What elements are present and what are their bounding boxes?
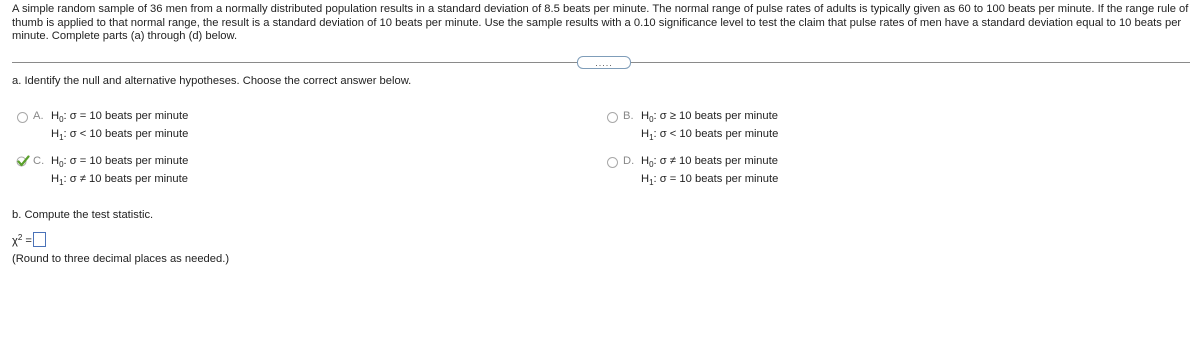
- choice-c-alt-hypothesis: $H_1$: σ ≠ 10 beats per minute: [51, 173, 188, 187]
- choice-a-letter: A.: [33, 110, 44, 122]
- test-statistic-input[interactable]: [33, 232, 46, 247]
- choice-c-null-hypothesis: $H_0$: σ = 10 beats per minute: [51, 155, 189, 169]
- choice-b-letter: B.: [623, 110, 634, 122]
- checkmark-icon: [16, 154, 30, 168]
- equals-sign: =: [22, 235, 32, 247]
- part-a-prompt: a. Identify the null and alternative hypotheses. Choose the correct answer below.: [12, 75, 412, 87]
- expand-more-button[interactable]: .....: [577, 56, 631, 69]
- choice-b-radio[interactable]: [607, 112, 618, 123]
- choice-d-letter: D.: [623, 155, 635, 167]
- choice-d-alt-hypothesis: $H_1$: σ = 10 beats per minute: [641, 173, 779, 187]
- choice-a-radio[interactable]: [17, 112, 28, 123]
- choice-b-alt-hypothesis: $H_1$: σ < 10 beats per minute: [641, 128, 779, 142]
- test-statistic-row: $\chi^2$ =: [12, 232, 46, 247]
- chi-square-symbol: χ: [12, 235, 18, 247]
- choice-c-letter: C.: [33, 155, 45, 167]
- rounding-hint: (Round to three decimal places as needed.): [12, 253, 230, 265]
- choice-a-alt-hypothesis: $H_1$: σ < 10 beats per minute: [51, 128, 189, 142]
- choice-a-null-hypothesis: $H_0$: σ = 10 beats per minute: [51, 110, 189, 124]
- problem-statement: A simple random sample of 36 men from a normally distributed population results in a standard deviation of 8.5 beats per minute. The normal range of pulse rates of adults is typically given as 60 to 100 beats per minute. If the range rule of thumb is applied to that normal range, the result is a standard deviation of 10 beats per minute. Use the sample results with a 0.10 significance level to test the claim that pulse rates of men have a standard deviation equal to 10 beats per minute. Complete parts (a) through (d) below.: [12, 3, 1189, 42]
- choice-d-null-hypothesis: $H_0$: σ ≠ 10 beats per minute: [641, 155, 778, 169]
- choice-b-null-hypothesis: $H_0$: σ ≥ 10 beats per minute: [641, 110, 778, 124]
- choice-d-radio[interactable]: [607, 157, 618, 168]
- part-b-prompt: b. Compute the test statistic.: [12, 209, 154, 221]
